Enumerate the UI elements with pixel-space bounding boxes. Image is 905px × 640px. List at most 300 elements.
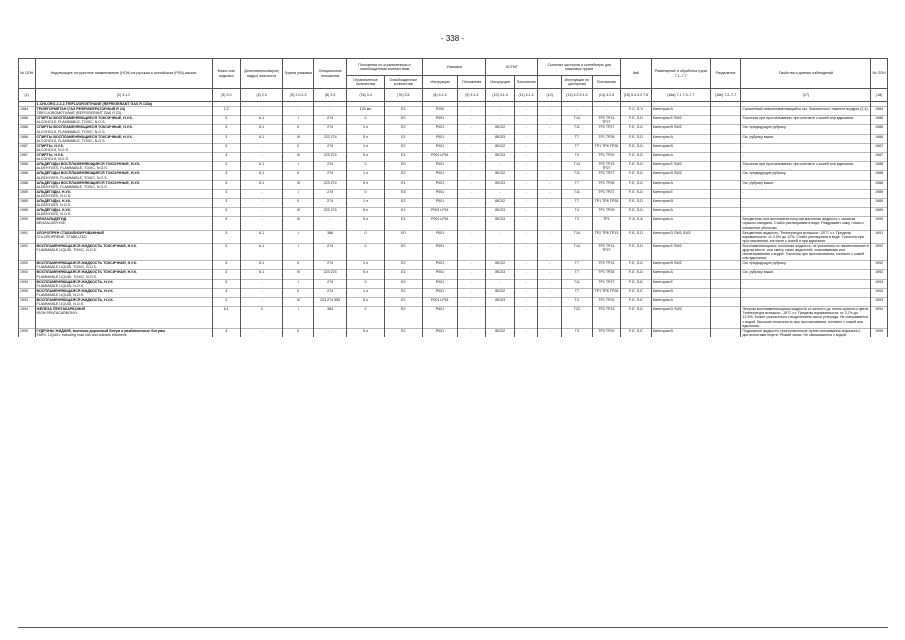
- cell-sp: 223 274 955: [314, 298, 347, 307]
- cell-pg: III: [283, 270, 314, 279]
- cell-pi: P001: [422, 116, 457, 125]
- cell-ip: -: [514, 162, 538, 171]
- column-subheader-9-1: Инструкции по цистернам: [562, 76, 593, 89]
- cell-cls: 2.2: [212, 107, 240, 116]
- cell-sub: -: [240, 189, 283, 198]
- name-ru: ВОСПЛАМЕНЯЮЩАЯСЯ ЖИДКОСТЬ ТОКСИЧНАЯ, Н.У.К.: [36, 261, 138, 266]
- cell-ii: IBC02: [486, 143, 514, 152]
- cell-un: 1988: [19, 162, 36, 171]
- cell-stow: Категория A: [651, 217, 710, 230]
- cell-eq: E1: [384, 153, 422, 162]
- cell-un2: 1987: [871, 143, 888, 152]
- cell-seg: [710, 261, 741, 270]
- cell-un2: 1992: [871, 243, 888, 260]
- cell-sub: -: [240, 279, 283, 288]
- cell-sp: 274: [314, 261, 347, 270]
- cell-name: [35, 261, 212, 270]
- cell-eq: E2: [384, 198, 422, 207]
- cell-pg: II: [283, 261, 314, 270]
- cell-un: 1990: [19, 217, 36, 230]
- cell-sub: 6.1: [240, 261, 283, 270]
- column-number-6-1: (7b) 3.5: [384, 89, 422, 102]
- cell-pg: I: [283, 243, 314, 260]
- cell-t12: -: [538, 153, 562, 162]
- cell-sub: 6.1: [240, 270, 283, 279]
- cell-un2: 1993: [871, 279, 888, 288]
- cell-pp: -: [458, 171, 486, 180]
- name-en: ALCOHOLS, FLAMMABLE, TOXIC, N.O.S.: [36, 120, 106, 125]
- cell-name: [35, 189, 212, 198]
- cell-props: См. рубрику выше.: [741, 134, 871, 143]
- cell-name: [35, 153, 212, 162]
- cell-pg: III: [283, 217, 314, 230]
- cell-pp: -: [458, 217, 486, 230]
- cell-sp: -: [314, 217, 347, 230]
- cell-un2: 1991: [871, 230, 888, 243]
- cell-t12: -: [538, 270, 562, 279]
- cell-un2: 1990: [871, 217, 888, 230]
- cell-seg: [710, 107, 741, 116]
- table-row: [19, 298, 888, 307]
- cell-ti: T7: [562, 270, 593, 279]
- cell-stow: Категория A: [651, 180, 710, 189]
- cell-t12: -: [538, 328, 562, 337]
- column-header-0: № ООН: [19, 59, 36, 89]
- cell-ii: -: [486, 307, 514, 328]
- cell-ip: -: [514, 270, 538, 279]
- column-number-5: (6) 3.3: [314, 89, 347, 102]
- cell-cls: 3: [212, 153, 240, 162]
- cell-tp: TP2 TP27: [592, 171, 620, 180]
- cell-pp: -: [458, 279, 486, 288]
- cell-pi: P001 LP01: [422, 208, 457, 217]
- name-ru: АЛЬДЕГИДЫ ВОСПЛАМЕНЯЮЩИЕСЯ ТОКСИЧНЫЕ, Н.У.К.: [36, 162, 141, 167]
- cell-eq: E0: [384, 243, 422, 260]
- cell-tp: TP1 TP8 TP28: [592, 288, 620, 297]
- cell-pi: P200: [422, 107, 457, 116]
- cell-ti: T7: [562, 143, 593, 152]
- cell-ip: -: [514, 143, 538, 152]
- name-en: FLAMMABLE LIQUID, TOXIC, N.O.S.: [36, 274, 97, 279]
- column-number-8-0: (10) 4.1.4: [486, 89, 514, 102]
- name-ru: ГУДРОНЫ ЖИДКИЕ, включая дорожный битум и разбавленные битумы: [36, 328, 166, 333]
- cell-un2: 1986: [871, 116, 888, 125]
- cell-stow: Категория B: [651, 143, 710, 152]
- cell-pi: P001: [422, 230, 457, 243]
- cell-seg: [710, 198, 741, 207]
- cell-ti: -: [562, 107, 593, 116]
- cell-ip: -: [514, 134, 538, 143]
- column-header-1: Надлежащее отгрузочное наименование (НОН) на русском и английском (PSN) языках: [35, 59, 212, 89]
- cell-ip: -: [514, 125, 538, 134]
- cell-ip: -: [514, 180, 538, 189]
- cell-cls: 3: [212, 279, 240, 288]
- cell-props: Бесцветная или желтоватая пахучая масляная жидкость с запахом горького миндаля. Слабо растворимая в воде. Раздражает кожу, глаза и слизистые оболочки.: [741, 217, 871, 230]
- name-en: FLAMMABLE LIQUID, N.O.S.: [36, 292, 85, 297]
- cell-sub: -: [240, 143, 283, 152]
- cell-ii: IBC03: [486, 180, 514, 189]
- cell-ii: -: [486, 243, 514, 260]
- cell-tp: TP1 TP29: [592, 298, 620, 307]
- cell-eq: E1: [384, 107, 422, 116]
- cell-sp: 274: [314, 116, 347, 125]
- cell-un2: 1993: [871, 288, 888, 297]
- cell-ti: T4: [562, 208, 593, 217]
- cell-ems: F-E, S-D: [621, 134, 652, 143]
- cell-lq: 0: [347, 116, 385, 125]
- cell-stow: Категория B SW2: [651, 261, 710, 270]
- cell-lq: 0: [347, 189, 385, 198]
- cell-ems: F-E, S-D: [621, 116, 652, 125]
- cell-t12: -: [538, 243, 562, 260]
- cell-sp: 274: [314, 288, 347, 297]
- cell-pg: III: [283, 153, 314, 162]
- cell-ii: IBC02: [486, 261, 514, 270]
- cell-pp: -: [458, 107, 486, 116]
- cell-t12: -: [538, 208, 562, 217]
- column-subheader-9-2: Положения: [592, 76, 620, 89]
- cell-ti: T14: [562, 162, 593, 171]
- column-number-8-1: (11) 4.1.4: [514, 89, 538, 102]
- cell-pi: P601: [422, 307, 457, 328]
- cell-stow: Категория B: [651, 198, 710, 207]
- cell-name: [35, 162, 212, 171]
- cell-un2: 1993: [871, 298, 888, 307]
- cell-ii: IBC02: [486, 198, 514, 207]
- cell-un: 1987: [19, 153, 36, 162]
- cell-ti: T14: [562, 243, 593, 260]
- cell-lq: 5 л: [347, 217, 385, 230]
- cell-un: 1989: [19, 208, 36, 217]
- table-row: [19, 125, 888, 134]
- cell-sp: 386: [314, 230, 347, 243]
- cell-eq: E0: [384, 230, 422, 243]
- cell-lq: 1 л: [347, 261, 385, 270]
- cell-name: [35, 180, 212, 189]
- cell-ti: T4: [562, 153, 593, 162]
- cell-ti: T22: [562, 307, 593, 328]
- cell-cls: 3: [212, 180, 240, 189]
- cell-un2: 1992: [871, 270, 888, 279]
- cell-sp: 354: [314, 307, 347, 328]
- cell-props: Сжиженный невоспламеняющийся газ. Значительно тяжелее воздуха (2,4).: [741, 107, 871, 116]
- column-subheader-9-0: [538, 76, 562, 89]
- cell-pi: P001: [422, 243, 457, 260]
- cell-props: -: [741, 189, 871, 198]
- cell-ti: T7: [562, 198, 593, 207]
- cell-ii: IBC02: [486, 288, 514, 297]
- column-header-6: Положения по ограниченным и освобожденным количествам: [347, 59, 423, 76]
- name-en: ALDEHYDES, FLAMMABLE, TOXIC, N.O.S.: [36, 184, 108, 189]
- cell-lq: 5 л: [347, 270, 385, 279]
- cell-ii: IBC03: [486, 217, 514, 230]
- cell-sp: 223 274: [314, 270, 347, 279]
- cell-sub: 3: [240, 307, 283, 328]
- cell-tp: TP1 TP8 TP28: [592, 198, 620, 207]
- cell-name: [35, 328, 212, 337]
- cell-un2: 1988: [871, 162, 888, 171]
- cell-lq: 5 л: [347, 134, 385, 143]
- cell-pg: II: [283, 125, 314, 134]
- cell-props: См. предыдущую рубрику.: [741, 261, 871, 270]
- column-number-1: (2) 3.1.2: [35, 89, 212, 102]
- cell-ii: IBC03: [486, 208, 514, 217]
- name-ru: ВОСПЛАМЕНЯЮЩАЯСЯ ЖИДКОСТЬ ТОКСИЧНАЯ, Н.У.К.: [36, 270, 138, 275]
- cell-eq: E3: [384, 189, 422, 198]
- cell-pp: -: [458, 180, 486, 189]
- cell-props: См. предыдущую рубрику.: [741, 171, 871, 180]
- cell-un: 1993: [19, 298, 36, 307]
- name-ru: ВОСПЛАМЕНЯЮЩАЯСЯ ЖИДКОСТЬ, Н.У.К.: [36, 298, 114, 303]
- name-en: ALDEHYDES, N.O.S.: [36, 203, 72, 208]
- cell-sub: -: [240, 298, 283, 307]
- table-row: [19, 198, 888, 207]
- cell-t12: -: [538, 134, 562, 143]
- name-en: TRIFLUOROMETHANE (REFRIGERANT GAS R 23): [36, 111, 122, 116]
- cell-sp: 274: [314, 162, 347, 171]
- cell-pp: -: [458, 298, 486, 307]
- cell-un2: 1992: [871, 261, 888, 270]
- cell-un: 1993: [19, 279, 36, 288]
- cell-pp: -: [458, 116, 486, 125]
- cell-ems: F-E, S-D: [621, 180, 652, 189]
- cell-un2: 1999: [871, 328, 888, 337]
- cell-stow: Категория B SW2: [651, 125, 710, 134]
- cell-pg: I: [283, 116, 314, 125]
- cell-cls: 3: [212, 134, 240, 143]
- cell-cls: 3: [212, 162, 240, 171]
- cell-pp: -: [458, 189, 486, 198]
- cell-pg: III: [283, 298, 314, 307]
- cell-name: [35, 279, 212, 288]
- cell-pi: P001: [422, 162, 457, 171]
- cell-ems: F-E, S-D: [621, 261, 652, 270]
- cell-pi: P001: [422, 279, 457, 288]
- cell-seg: [710, 116, 741, 125]
- cell-props: Воспламеняющаяся токсичная жидкость, не указанная по наименованию в другом месте, или смесь таких жидкостей, смешиваемая или несмешиваемая с водой. Токсична при проглатывании, контакте с кожей или вдыхании.: [741, 243, 871, 260]
- name-en: ALCOHOLS, FLAMMABLE, TOXIC, N.O.S.: [36, 129, 106, 134]
- cell-pi: P001: [422, 134, 457, 143]
- cell-t12: -: [538, 171, 562, 180]
- table-row: [19, 180, 888, 189]
- cell-name: [35, 116, 212, 125]
- cell-cls: 3: [212, 230, 240, 243]
- cell-seg: [710, 217, 741, 230]
- cell-ii: -: [486, 279, 514, 288]
- cell-pp: -: [458, 307, 486, 328]
- column-header-4: Группа упаковки: [283, 59, 314, 89]
- cell-sub: -: [240, 208, 283, 217]
- cell-ii: IBC02: [486, 171, 514, 180]
- cell-stow: Категория A: [651, 134, 710, 143]
- cell-un: 1991: [19, 230, 36, 243]
- cell-t12: -: [538, 143, 562, 152]
- table-row: [19, 162, 888, 171]
- cell-stow: Категория B: [651, 288, 710, 297]
- cell-pi: P001: [422, 180, 457, 189]
- cell-cls: 3: [212, 208, 240, 217]
- dangerous-goods-list-table: [18, 58, 888, 337]
- cell-ti: T11: [562, 125, 593, 134]
- cell-sp: -: [314, 328, 347, 337]
- cell-eq: E3: [384, 279, 422, 288]
- table-row: [19, 134, 888, 143]
- cell-lq: 1 л: [347, 171, 385, 180]
- name-ru: ЖЕЛЕЗА ПЕНТАКАРБОНИЛ: [36, 307, 86, 312]
- cell-un2: 1984: [871, 107, 888, 116]
- cell-t12: -: [538, 261, 562, 270]
- cell-seg: [710, 243, 741, 260]
- cell-sp: 223 274: [314, 208, 347, 217]
- cell-pg: II: [283, 143, 314, 152]
- cell-lq: 5 л: [347, 153, 385, 162]
- cell-seg: [710, 208, 741, 217]
- cell-eq: E0: [384, 307, 422, 328]
- cell-props: -: [741, 153, 871, 162]
- name-ru: АЛЬДЕГИДЫ, Н.У.К.: [36, 208, 72, 213]
- name-en: ALDEHYDES, N.O.S.: [36, 193, 72, 198]
- cell-sp: 274: [314, 279, 347, 288]
- cell-ip: -: [514, 230, 538, 243]
- column-header-5: Специальные положения: [314, 59, 347, 89]
- name-ru: ХЛОРОПРЕН СТАБИЛИЗИРОВАННЫЙ: [36, 230, 104, 235]
- column-header-11: Размещение и обработка груза 7.1–7.7: [651, 59, 710, 89]
- cell-props: См. предыдущую рубрику.: [741, 125, 871, 134]
- cell-sub: 6.1: [240, 125, 283, 134]
- cell-ii: -: [486, 116, 514, 125]
- cell-pg: II: [283, 198, 314, 207]
- cell-pp: -: [458, 208, 486, 217]
- cell-eq: E2: [384, 288, 422, 297]
- cell-pi: P001: [422, 143, 457, 152]
- cell-sp: 223 274: [314, 180, 347, 189]
- page-number: - 338 -: [440, 34, 465, 43]
- cell-ip: -: [514, 217, 538, 230]
- cell-pp: -: [458, 162, 486, 171]
- cell-t12: -: [538, 125, 562, 134]
- cell-props: -: [741, 143, 871, 152]
- cell-seg: [710, 143, 741, 152]
- cell-eq: E1: [384, 208, 422, 217]
- cell-eq: E1: [384, 217, 422, 230]
- cell-ems: F-E, S-D: [621, 307, 652, 328]
- column-number-0: (1): [19, 89, 36, 102]
- cell-seg: [710, 270, 741, 279]
- column-number-9-0: (12): [538, 89, 562, 102]
- cell-props: -: [741, 198, 871, 207]
- cell-lq: 0: [347, 162, 385, 171]
- cell-sp: -: [314, 107, 347, 116]
- cell-ii: IBC03: [486, 270, 514, 279]
- cell-stow: Категория A: [651, 298, 710, 307]
- column-number-9-1: (13) 4.2.5 4.3: [562, 89, 593, 102]
- cell-stow: Категория E SW2: [651, 243, 710, 260]
- name-en: TARS, LIQUID, including road oils and cutback bitumens: [36, 332, 127, 337]
- name-en: FLAMMABLE LIQUID, TOXIC, N.O.S.: [36, 265, 97, 270]
- cell-ems: F-E, S-E: [621, 298, 652, 307]
- cell-stow: Категория E: [651, 279, 710, 288]
- name-en: ALDEHYDES, N.O.S.: [36, 212, 72, 217]
- cell-ip: -: [514, 208, 538, 217]
- cell-pp: -: [458, 288, 486, 297]
- cell-stow: Категория E: [651, 189, 710, 198]
- cell-t12: -: [538, 189, 562, 198]
- column-number-11: (16a) 7.1 7.3–7.7: [651, 89, 710, 102]
- cell-ems: F-E, S-E: [621, 279, 652, 288]
- cell-props: -: [741, 298, 871, 307]
- cell-lq: 1 л: [347, 288, 385, 297]
- cell-lq: 5 л: [347, 180, 385, 189]
- cell-ti: T14: [562, 230, 593, 243]
- cell-pg: III: [283, 208, 314, 217]
- cell-ti: T2: [562, 217, 593, 230]
- cell-cls: 3: [212, 328, 240, 337]
- cell-ip: -: [514, 261, 538, 270]
- cell-un2: 1989: [871, 208, 888, 217]
- cell-seg: [710, 180, 741, 189]
- table-row: [19, 116, 888, 125]
- cell-sp: 274: [314, 243, 347, 260]
- cell-stow: Категория E SW2: [651, 116, 710, 125]
- cell-cls: 3: [212, 125, 240, 134]
- cell-name: [35, 243, 212, 260]
- cell-ems: F-E, S-D: [621, 162, 652, 171]
- cell-ip: -: [514, 288, 538, 297]
- cell-un: 1989: [19, 198, 36, 207]
- cell-ems: F-E, S-D: [621, 270, 652, 279]
- column-header-12: Разделение: [710, 59, 741, 89]
- column-header-9: Съемные цистерны и контейнеры для массовых грузов: [538, 59, 621, 76]
- cell-tp: TP1 TP27: [592, 279, 620, 288]
- name-ru: СПИРТЫ, Н.У.К.: [36, 153, 64, 158]
- column-number-12: (16b) 7.2–7.7: [710, 89, 741, 102]
- cell-sp: 274: [314, 125, 347, 134]
- cell-t12: -: [538, 279, 562, 288]
- cell-stow: Категория A: [651, 153, 710, 162]
- cell-un2: 1988: [871, 171, 888, 180]
- cell-un: 1988: [19, 171, 36, 180]
- name-ru: ВОСПЛАМЕНЯЮЩАЯСЯ ЖИДКОСТЬ, Н.У.К.: [36, 288, 114, 293]
- cell-pi: P001: [422, 198, 457, 207]
- cell-un: 1992: [19, 243, 36, 260]
- cell-un: 1992: [19, 270, 36, 279]
- cell-tp: TP2 TP13: [592, 307, 620, 328]
- cell-tp: TP2 TP13 TP27: [592, 243, 620, 260]
- cell-seg: [710, 288, 741, 297]
- cell-eq: E1: [384, 298, 422, 307]
- cell-pg: I: [283, 230, 314, 243]
- cell-t12: -: [538, 230, 562, 243]
- cell-stow: Категория A: [651, 107, 710, 116]
- cell-ip: -: [514, 116, 538, 125]
- cell-tp: TP1 TP8 TP28: [592, 143, 620, 152]
- name-en: ALCOHOLS, N.O.S.: [36, 157, 69, 162]
- cell-name: [35, 230, 212, 243]
- cell-stow: Категория B SW2: [651, 171, 710, 180]
- cell-pi: P001 LP01: [422, 217, 457, 230]
- cell-lq: 5 л: [347, 208, 385, 217]
- cell-t12: -: [538, 288, 562, 297]
- cell-seg: [710, 189, 741, 198]
- table-row: [19, 107, 888, 116]
- cell-pp: -: [458, 328, 486, 337]
- column-header-14: № ООН: [871, 59, 888, 89]
- cell-un: 1984: [19, 107, 36, 116]
- cell-seg: [710, 279, 741, 288]
- cell-seg: [710, 162, 741, 171]
- cell-ti: T14: [562, 116, 593, 125]
- name-ru: СПИРТЫ, Н.У.К.: [36, 143, 64, 148]
